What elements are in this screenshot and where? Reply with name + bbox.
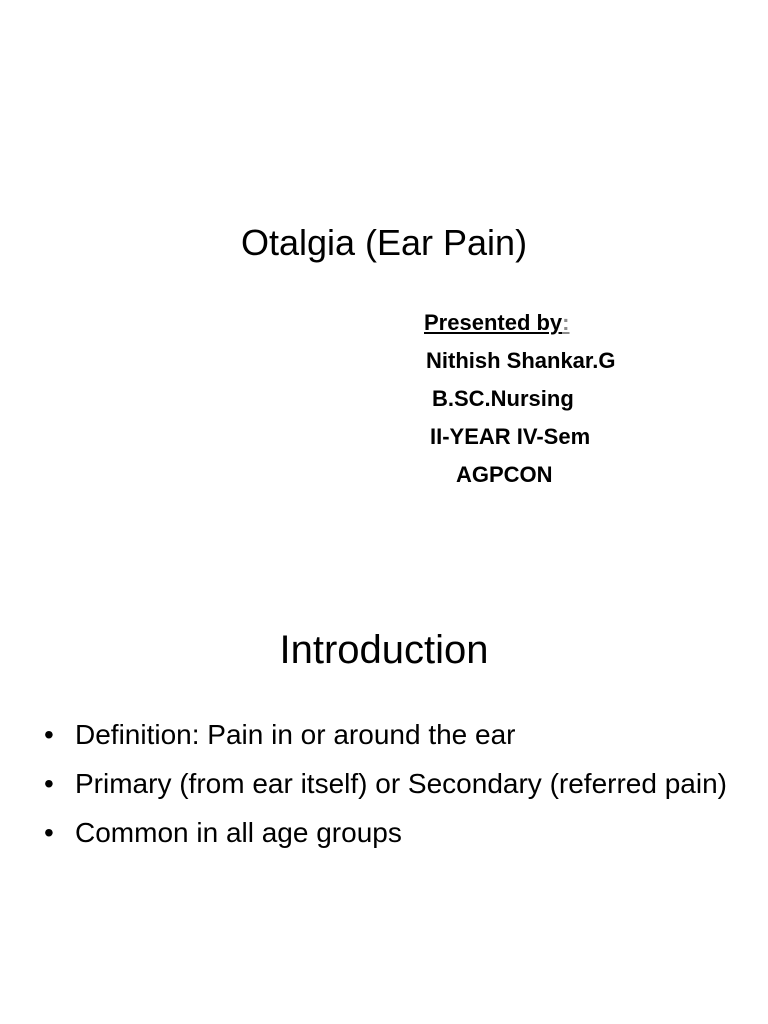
bullet-dot-icon: • xyxy=(44,768,54,799)
presenter-block xyxy=(424,304,616,494)
bullet-list xyxy=(44,714,734,861)
introduction-slide xyxy=(0,576,768,1024)
presenter-course: B.SC.Nursing xyxy=(432,386,574,411)
presenter-name: Nithish Shankar.G xyxy=(426,348,616,373)
bullet-item-age-groups xyxy=(44,812,734,854)
introduction-title: Introduction xyxy=(279,628,489,672)
presenter-college: AGPCON xyxy=(456,462,553,487)
presented-by-label: Presented by xyxy=(424,310,563,335)
bullet-item-definition xyxy=(44,714,734,756)
bullet-text: Definition: Pain in or around the ear xyxy=(75,719,516,750)
slide-title: Otalgia (Ear Pain) xyxy=(240,222,528,263)
bullet-text: Common in all age groups xyxy=(75,817,402,848)
bullet-item-primary-secondary xyxy=(44,763,734,805)
presented-by-colon: : xyxy=(562,310,570,335)
presented-by-heading xyxy=(424,304,616,342)
bullet-dot-icon: • xyxy=(44,719,54,750)
presenter-year: II-YEAR IV-Sem xyxy=(430,424,591,449)
bullet-text: Primary (from ear itself) or Secondary (referred pain) xyxy=(75,768,727,799)
bullet-dot-icon: • xyxy=(44,817,54,848)
